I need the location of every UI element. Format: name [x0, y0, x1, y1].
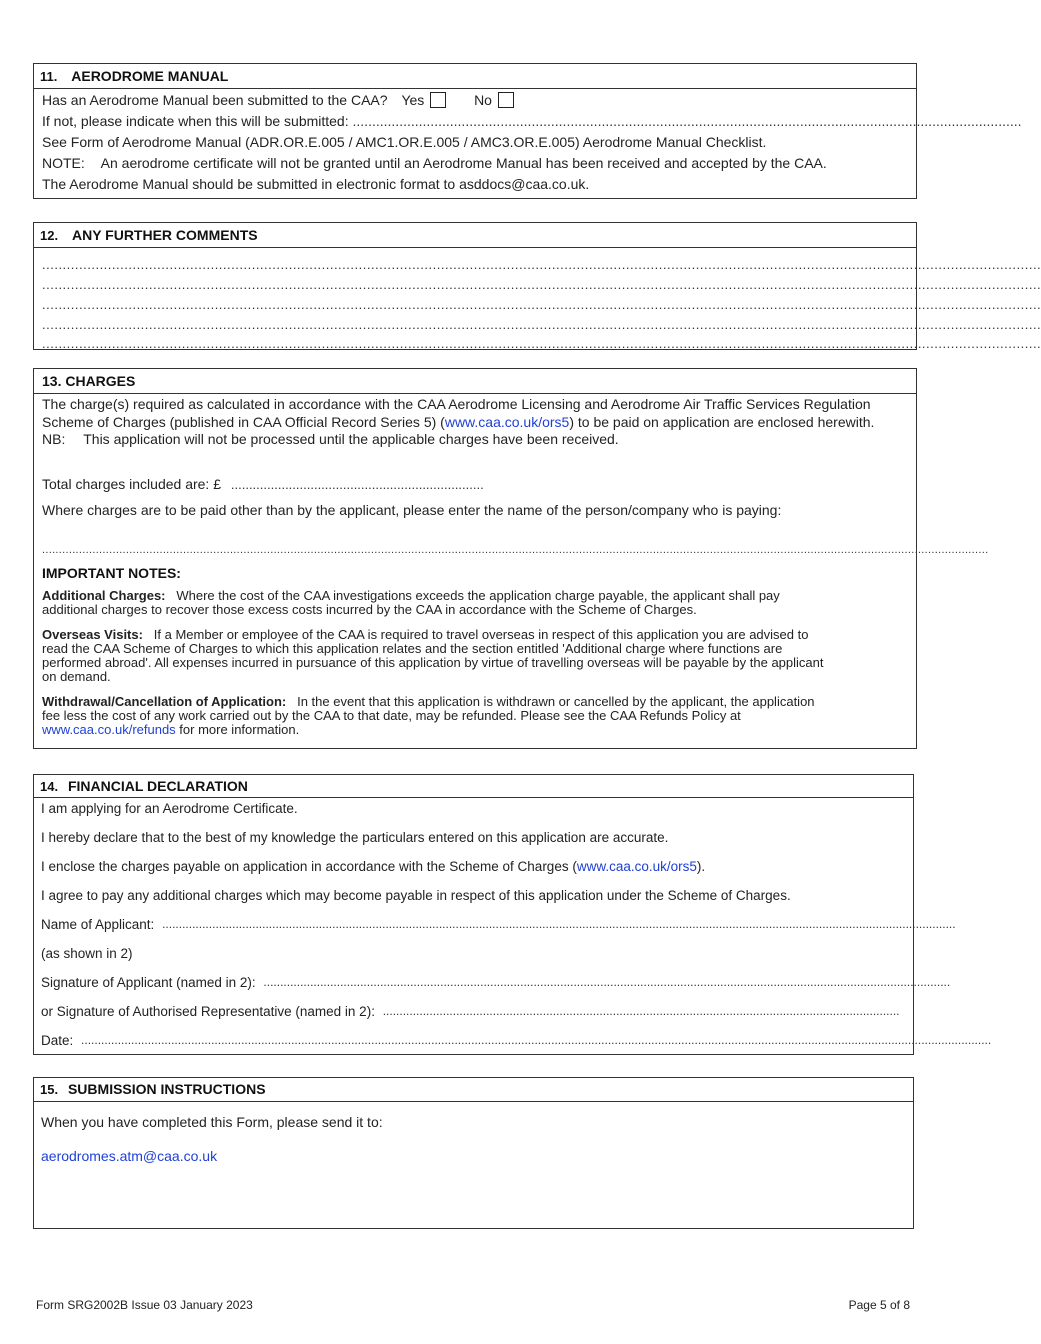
comment-line-1[interactable]: ...................................................................................................................................................................................................................................................	[42, 257, 1041, 272]
section-12-number: 12.	[40, 228, 59, 243]
no-label: No	[474, 92, 492, 108]
additional-charges-note	[42, 589, 908, 617]
section-13-title: 13. CHARGES	[42, 373, 136, 389]
signature-of-applicant-field[interactable]: ..............................................................................................................................................................................................................	[263, 975, 951, 989]
overseas-visits-line-2: read the CAA Scheme of Charges to which this application relates and the section entitled 'Additional charge where functions are	[42, 641, 783, 656]
charges-paragraph-line-1: The charge(s) required as calculated in accordance with the CAA Aerodrome Licensing and Aerodrome Air Traffic Services Regulation	[42, 396, 871, 412]
submission-date-field[interactable]: ............................................................................................................................................................................	[352, 113, 1022, 129]
total-charges-field[interactable]: ......................................................................	[230, 476, 484, 492]
declaration-line-3-pre: I enclose the charges payable on application in accordance with the Scheme of Charges (	[41, 859, 577, 874]
send-instructions: When you have completed this Form, please send it to:	[41, 1114, 383, 1130]
total-charges-row	[42, 476, 908, 494]
charges-p1b-post: ) to be paid on application are enclosed herewith.	[569, 413, 875, 430]
date-field[interactable]: .................................................................................................................................................................................................................................................................................	[81, 1033, 992, 1047]
name-of-applicant-field[interactable]: ..............................................................................................................................................................................................................................................	[162, 917, 956, 931]
nb-label: NB:	[42, 431, 66, 447]
ors5-link[interactable]: www.caa.co.uk/ors5	[444, 413, 570, 430]
declaration-line-4: I agree to pay any additional charges which may become payable in respect of this application under the Scheme of Charges.	[41, 888, 791, 903]
additional-charges-line-1: Where the cost of the CAA investigations exceeds the application charge payable, the applicant shall pay	[176, 588, 780, 603]
footer-form-id: Form SRG2002B Issue 03 January 2023	[36, 1298, 253, 1312]
date-label: Date:	[41, 1033, 74, 1048]
authorised-rep-label: or Signature of Authorised Representative (named in 2):	[41, 1004, 375, 1019]
section-12-further-comments	[33, 222, 1041, 351]
overseas-visits-line-4: on demand.	[42, 669, 111, 684]
signature-of-applicant-row	[41, 968, 951, 997]
no-checkbox[interactable]	[498, 92, 514, 108]
total-charges-label: Total charges included are: £	[42, 475, 221, 492]
authorised-rep-row	[41, 997, 905, 1026]
manual-question-text: Has an Aerodrome Manual been submitted to the CAA?	[42, 92, 388, 108]
payer-question: Where charges are to be paid other than by the applicant, please enter the name of the person/company who is paying:	[42, 502, 782, 518]
section-15-number: 15.	[40, 1082, 59, 1097]
footer-page-number: Page 5 of 8	[848, 1298, 910, 1312]
overseas-visits-line-3: performed abroad'. All expenses incurred in pursuance of this application by virtue of travelling overseas will be payable by the applicant	[42, 655, 824, 670]
comment-line-5[interactable]: ...................................................................................................................................................................................................................................................	[42, 336, 1041, 351]
charges-paragraph-line-2	[42, 414, 908, 432]
as-shown-in-2: (as shown in 2)	[41, 946, 133, 961]
section-14-number: 14.	[40, 779, 59, 794]
important-notes-heading: IMPORTANT NOTES:	[42, 564, 181, 581]
yes-label: Yes	[401, 92, 425, 108]
comment-line-2[interactable]: ...................................................................................................................................................................................................................................................	[42, 277, 1041, 292]
section-13-charges	[33, 368, 989, 749]
withdrawal-label: Withdrawal/Cancellation of Application:	[42, 694, 287, 709]
signature-of-applicant-label: Signature of Applicant (named in 2):	[41, 975, 256, 990]
charges-p1b-pre: Scheme of Charges (published in CAA Official Record Series 5) (	[42, 413, 445, 430]
overseas-visits-label: Overseas Visits:	[42, 627, 143, 642]
section-13-header	[34, 369, 916, 394]
overseas-visits-line-1: If a Member or employee of the CAA is required to travel overseas in respect of this application you are advised to	[153, 627, 809, 642]
ors5-link-2[interactable]: www.caa.co.uk/ors5	[576, 859, 697, 874]
section-12-title: ANY FURTHER COMMENTS	[71, 227, 258, 243]
section-15-header	[34, 1078, 913, 1102]
submission-date-row	[42, 111, 1022, 132]
declaration-line-3-post: ).	[696, 859, 706, 874]
declaration-line-2: I hereby declare that to the best of my knowledge the particulars entered on this application are accurate.	[41, 830, 669, 845]
withdrawal-note	[42, 695, 908, 737]
refunds-link[interactable]: www.caa.co.uk/refunds	[42, 722, 176, 737]
section-15-title: SUBMISSION INSTRUCTIONS	[67, 1081, 266, 1097]
nb-row	[42, 431, 908, 449]
name-of-applicant-label: Name of Applicant:	[41, 917, 155, 932]
section-11-number: 11.	[40, 69, 58, 84]
withdrawal-post: for more information.	[175, 722, 300, 737]
section-11-title: AERODROME MANUAL	[71, 68, 229, 84]
section-14-financial-declaration	[33, 774, 992, 1055]
additional-charges-line-2: additional charges to recover those excess costs incurred by the CAA in accordance with the Scheme of Charges.	[42, 602, 697, 617]
overseas-visits-note	[42, 628, 908, 684]
comment-line-4[interactable]: ...................................................................................................................................................................................................................................................	[42, 317, 1041, 332]
name-of-applicant-row	[41, 910, 956, 939]
additional-charges-label: Additional Charges:	[42, 588, 166, 603]
withdrawal-line-1: In the event that this application is withdrawn or cancelled by the applicant, the application	[297, 694, 815, 709]
submission-date-label: If not, please indicate when this will be submitted:	[42, 113, 349, 129]
section-11-header	[34, 64, 916, 89]
submission-email-link[interactable]: aerodromes.atm@caa.co.uk	[41, 1148, 218, 1164]
see-checklist-text: See Form of Aerodrome Manual (ADR.OR.E.005 / AMC1.OR.E.005 / AMC3.OR.E.005) Aerodrome Manual Checklist.	[42, 134, 767, 150]
section-14-title: FINANCIAL DECLARATION	[67, 778, 248, 794]
payer-name-field[interactable]: ..........................................................................................................................................................................................................................................................................................	[42, 543, 989, 556]
section-15-submission-instructions	[33, 1077, 914, 1229]
section-11-aerodrome-manual	[33, 63, 1022, 199]
date-row	[41, 1026, 992, 1055]
note-label: NOTE:	[42, 155, 85, 171]
nb-text: This application will not be processed until the applicable charges have been received.	[83, 431, 619, 447]
comment-line-3[interactable]: ...................................................................................................................................................................................................................................................	[42, 297, 1041, 312]
section-12-header	[34, 223, 916, 248]
authorised-rep-field[interactable]: ...........................................................................................................................................................	[382, 1004, 900, 1018]
withdrawal-line-2: fee less the cost of any work carried out by the CAA to that date, may be refunded. Please see the CAA Refunds Policy at	[42, 708, 741, 723]
manual-submitted-question	[42, 90, 908, 111]
declaration-line-3	[41, 852, 905, 881]
note-text: An aerodrome certificate will not be granted until an Aerodrome Manual has been received and accepted by the CAA.	[100, 155, 827, 171]
yes-checkbox[interactable]	[430, 92, 446, 108]
note-row	[42, 153, 908, 174]
submit-electronic-text: The Aerodrome Manual should be submitted in electronic format to asddocs@caa.co.uk.	[42, 176, 590, 192]
declaration-line-1: I am applying for an Aerodrome Certificate.	[41, 801, 298, 816]
